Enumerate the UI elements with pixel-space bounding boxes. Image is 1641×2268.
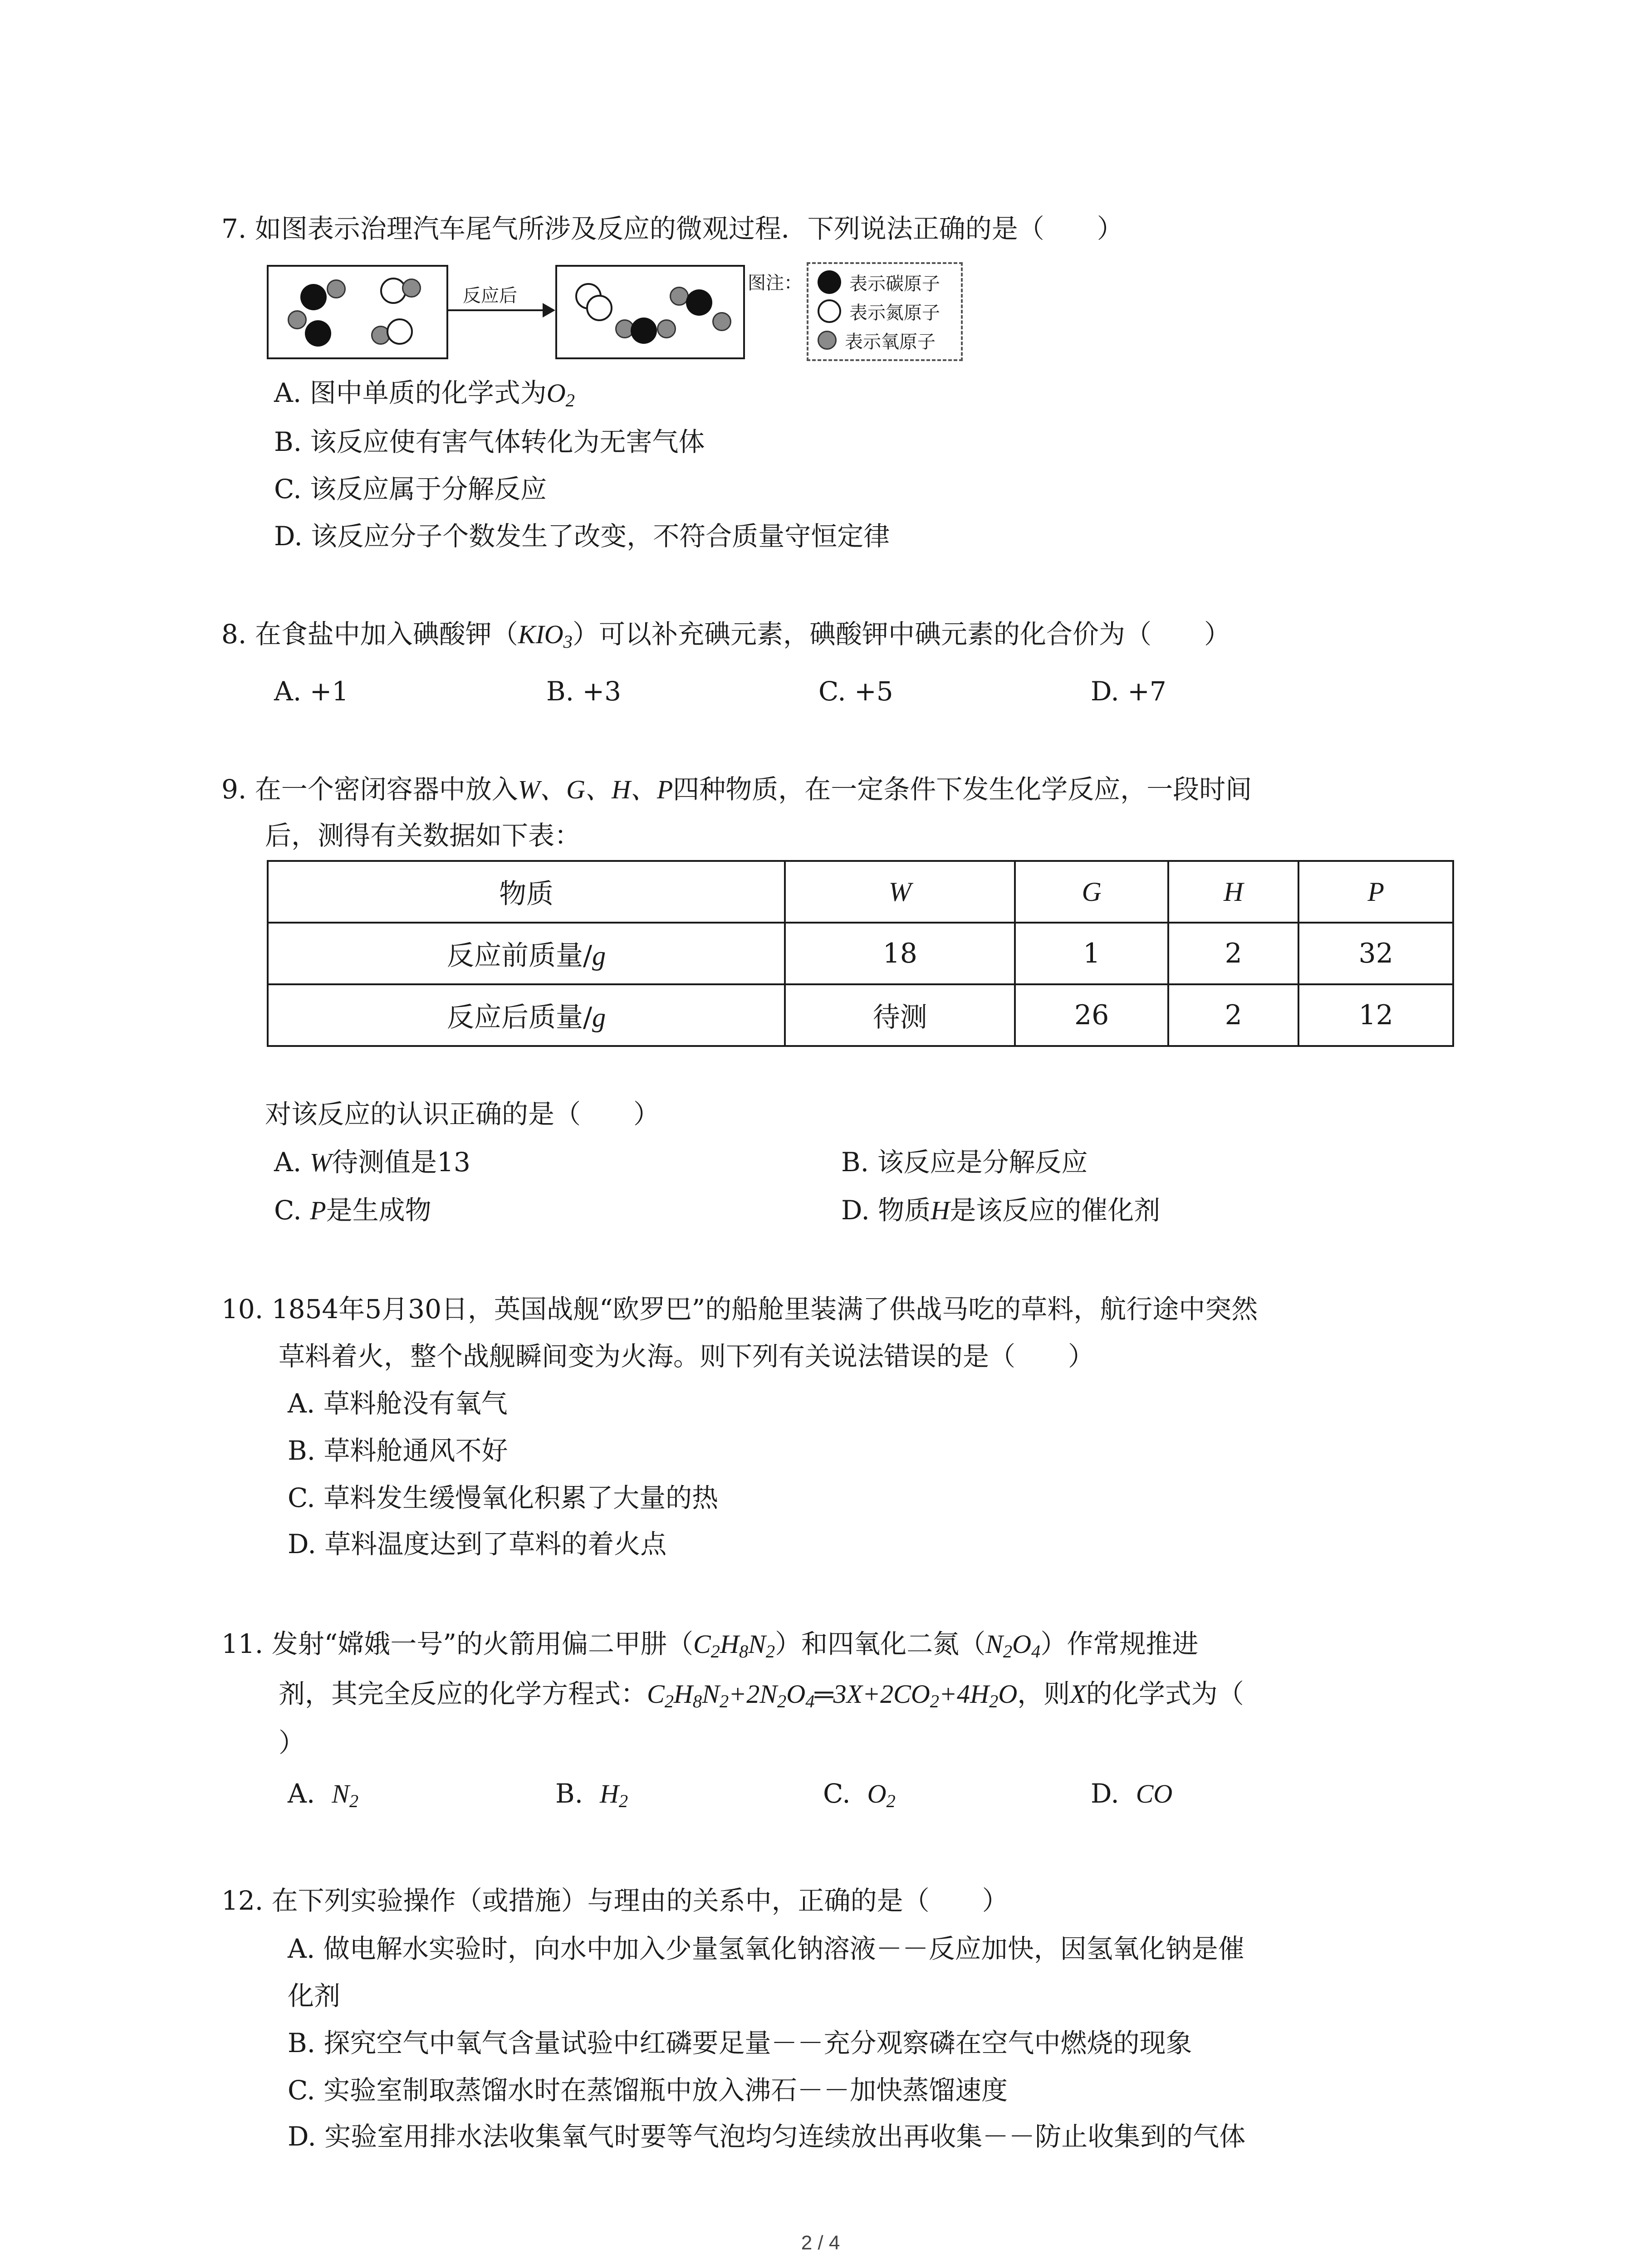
page-number: 2 / 4 <box>801 2232 840 2254</box>
q10-option-a: A. 草料舱没有氧气 <box>288 1388 508 1419</box>
table-cell: 12 <box>1298 984 1453 1046</box>
q7-arrow-label: 反应后 <box>463 285 517 306</box>
table-cell: 32 <box>1298 923 1453 984</box>
nitrogen-atom <box>387 318 413 345</box>
q11-stem-line3: ） <box>279 1727 305 1758</box>
q9-ask: 对该反应的认识正确的是（ ） <box>265 1099 660 1129</box>
q7-arrow <box>446 309 544 311</box>
table-row <box>268 984 1453 1046</box>
q12-option-a-cont: 化剂 <box>288 1980 341 2011</box>
q12-option-c: C. 实验室制取蒸馏水时在蒸馏瓶中放入沸石－－加快蒸馏速度 <box>288 2075 1008 2106</box>
carbon-atom <box>305 320 331 347</box>
q10-option-b: B. 草料舱通风不好 <box>288 1435 508 1466</box>
q8-stem: 8. 在食盐中加入碘酸钾$(KIO_3)$可以补充碘元素，碘酸钾中碘元素的化合价为（ ） <box>221 619 1230 652</box>
legend-oxygen <box>818 327 936 354</box>
q9-data-table <box>267 860 1454 1047</box>
table-row-label: 反应后质量/g <box>268 984 785 1046</box>
table-cell: 1 <box>1015 923 1168 984</box>
q10-option-d: D. 草料温度达到了草料的着火点 <box>288 1529 667 1559</box>
q11-option-d: D. CO <box>1091 1778 1173 1809</box>
legend-label: 表示碳原子 <box>849 273 940 294</box>
table-header-cell: G <box>1015 861 1168 923</box>
table-header-cell: 物质 <box>268 861 785 923</box>
q9-option-c: C. P是生成物 <box>274 1195 431 1226</box>
q11-stem-line1: 11. 发射“嫦娥一号”的火箭用偏二甲肼$(C_2H_8N_2)$和四氧化二氮$(N_2O_4)$作常规推进 <box>221 1628 1199 1662</box>
oxygen-atom <box>657 319 676 338</box>
carbon-atom <box>631 318 657 344</box>
q10-stem-line1: 10. 1854年5月30日，英国战舰“欧罗巴”的船舱里装满了供战马吃的草料，航行途中突然 <box>221 1294 1258 1325</box>
q9-option-d: D. 物质H是该反应的催化剂 <box>841 1195 1161 1226</box>
oxygen-atom <box>402 279 421 298</box>
legend-label: 表示氧原子 <box>845 331 936 352</box>
oxygen-atom <box>327 279 346 298</box>
table-cell: 2 <box>1168 923 1299 984</box>
carbon-atom <box>300 284 327 310</box>
oxygen-atom <box>288 310 307 329</box>
carbon-atom <box>686 289 712 316</box>
q11-equation: $C_2H_8N_2+2N_2O_4═3X+2CO_2+4H_2O$ <box>647 1679 1018 1712</box>
legend-carbon <box>818 269 940 296</box>
q12-option-b: B. 探究空气中氧气含量试验中红磷要足量－－充分观察磷在空气中燃烧的现象 <box>288 2028 1192 2058</box>
q8-option-d: D. +7 <box>1091 676 1166 707</box>
table-cell: 待测 <box>785 984 1015 1046</box>
oxygen-atom <box>712 312 731 331</box>
nitrogen-atom <box>818 299 841 323</box>
q7-stem: 7. 如图表示治理汽车尾气所涉及反应的微观过程．下列说法正确的是（ ） <box>221 213 1123 244</box>
q9-stem-line1: 9. 在一个密闭容器中放入W、G、H、P四种物质，在一定条件下发生化学反应，一段时间 <box>221 774 1252 805</box>
q8-option-b: B. +3 <box>546 676 621 707</box>
q7-option-a: A. 图中单质的化学式为$O_2$ <box>274 377 575 411</box>
q9-option-a: A. W待测值是13 <box>274 1147 470 1178</box>
q7-option-c: C. 该反应属于分解反应 <box>274 474 547 504</box>
table-header-cell: W <box>785 861 1015 923</box>
q7-before-box <box>267 265 448 359</box>
table-row <box>268 923 1453 984</box>
q7-legend <box>807 262 963 361</box>
table-cell: 26 <box>1015 984 1168 1046</box>
q8-option-a: A. +1 <box>274 676 349 707</box>
q7-after-box <box>555 265 745 359</box>
q10-option-c: C. 草料发生缓慢氧化积累了大量的热 <box>288 1482 719 1513</box>
q12-option-a: A. 做电解水实验时，向水中加入少量氢氧化钠溶液－－反应加快，因氢氧化钠是催 <box>288 1933 1244 1964</box>
q12-option-d: D. 实验室用排水法收集氧气时要等气泡均匀连续放出再收集－－防止收集到的气体 <box>288 2121 1246 2152</box>
table-row-label: 反应前质量/g <box>268 923 785 984</box>
legend-label: 表示氮原子 <box>849 302 940 323</box>
q7-option-d: D. 该反应分子个数发生了改变，不符合质量守恒定律 <box>274 521 890 552</box>
table-header-cell: P <box>1298 861 1453 923</box>
q11-stem-line2: 剂，其完全反应的化学方程式：$C_2H_8N_2+2N_2O_4═3X+2CO_2+4H_2O$，则X的化学式为（ <box>279 1678 1244 1712</box>
q7-legend-title: 图注： <box>748 273 802 293</box>
carbon-atom <box>818 270 841 294</box>
q9-option-b: B. 该反应是分解反应 <box>841 1147 1088 1178</box>
oxygen-atom <box>818 331 837 350</box>
q7-option-b: B. 该反应使有害气体转化为无害气体 <box>274 426 705 457</box>
q7-arrow-head <box>543 303 555 318</box>
q10-stem-line2: 草料着火，整个战舰瞬间变为火海。则下列有关说法错误的是（ ） <box>279 1341 1095 1372</box>
legend-nitrogen <box>818 298 940 325</box>
q11-option-b: B. $H_2$ <box>555 1778 628 1812</box>
table-cell: 18 <box>785 923 1015 984</box>
table-header-row <box>268 861 1453 923</box>
q12-stem: 12. 在下列实验操作（或措施）与理由的关系中，正确的是（ ） <box>221 1885 1009 1916</box>
nitrogen-atom <box>586 295 612 321</box>
q11-option-a: A. $N_2$ <box>288 1778 359 1812</box>
q11-option-c: C. $O_2$ <box>823 1778 896 1812</box>
table-cell: 2 <box>1168 984 1299 1046</box>
q9-stem-line2: 后，测得有关数据如下表： <box>265 820 581 851</box>
table-header-cell: H <box>1168 861 1299 923</box>
q8-option-c: C. +5 <box>818 676 893 707</box>
